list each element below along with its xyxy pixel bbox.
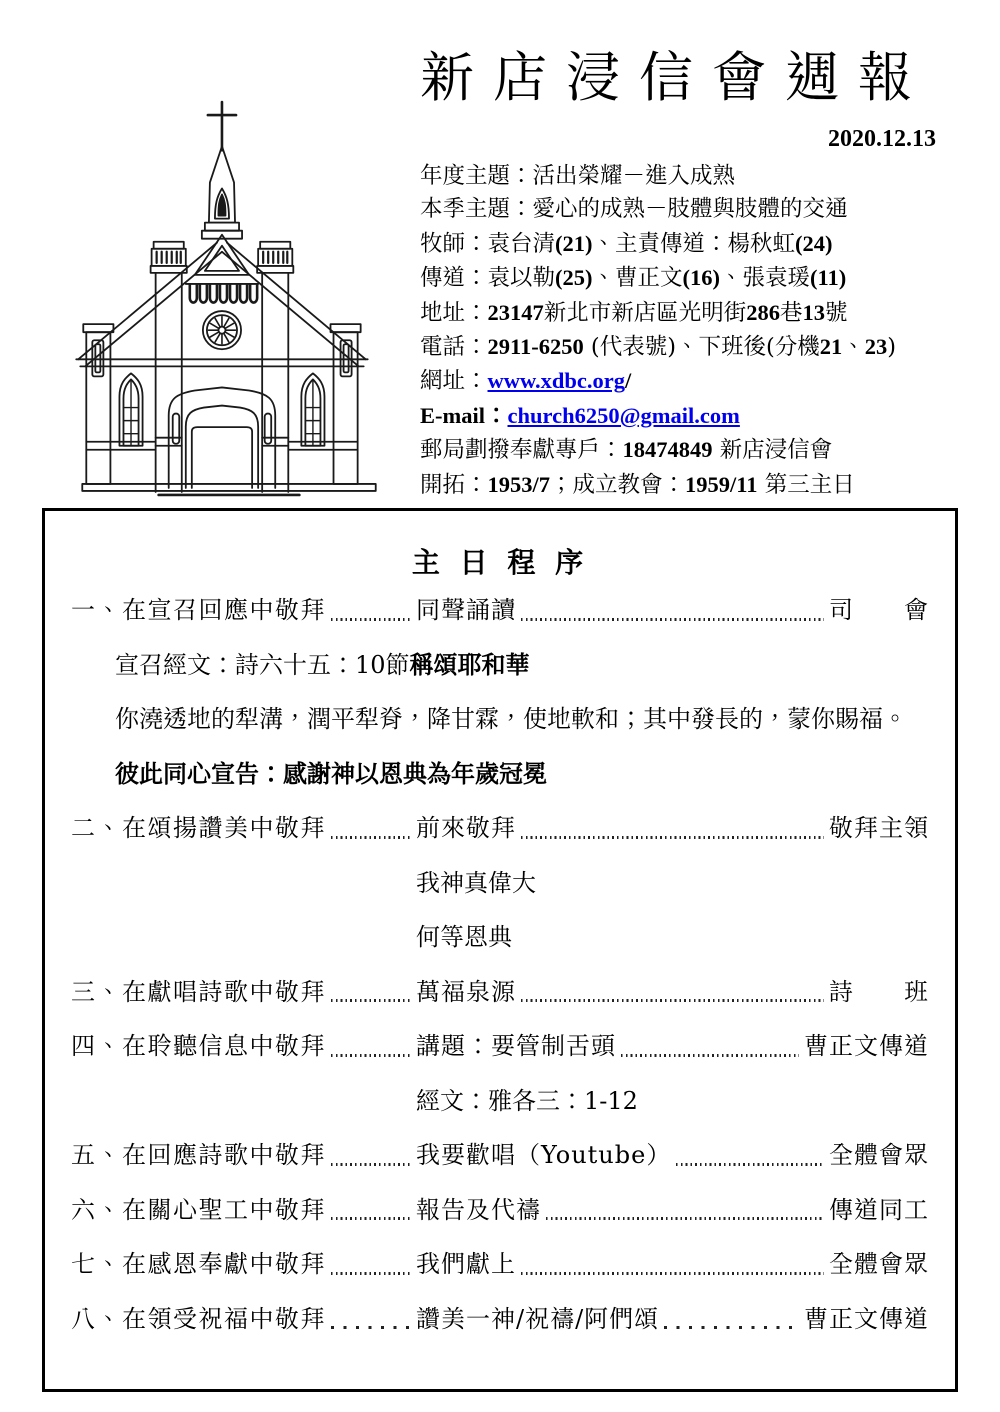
row-left-text: 七、在感恩奉獻中敬拜 <box>71 1250 326 1278</box>
row-middle-text: 萬福泉源 <box>416 977 516 1006</box>
info-line-ministers <box>420 261 942 295</box>
program-row-2 <box>45 801 955 856</box>
program-row-4 <box>45 1019 955 1074</box>
dotted-leader <box>546 1217 824 1220</box>
dotted-leader <box>331 836 411 839</box>
program-row-6 <box>45 1183 955 1238</box>
dotted-leader <box>521 999 824 1002</box>
church-line-art <box>56 94 402 498</box>
text-segment: 號 <box>825 299 848 326</box>
text-segment: 2911-6250 <box>487 334 584 360</box>
dotted-leader <box>664 1326 799 1329</box>
call-scripture-text: 宣召經文：詩六十五：10節 <box>115 650 410 679</box>
row-left-text: 五、在回應詩歌中敬拜 <box>71 1141 326 1169</box>
text-segment: 、主責傳道：楊秋虹 <box>592 230 796 257</box>
row-left-text: 一、在宣召回應中敬拜 <box>71 596 326 624</box>
dotted-leader <box>331 1272 411 1275</box>
row-right-text: 詩 班 <box>829 977 929 1006</box>
info-line-founding <box>420 468 942 502</box>
text-segment: / <box>625 368 632 394</box>
text-segment: 13 <box>802 299 826 325</box>
text-segment: 網址： <box>420 368 488 395</box>
text-segment: 23147 <box>487 299 544 325</box>
row-left-text: 八、在領受祝福中敬拜 <box>71 1304 326 1333</box>
program-title: 主 日 程 序 <box>411 546 589 579</box>
program-row-3 <box>45 965 955 1020</box>
cross-icon <box>208 102 236 150</box>
website-link[interactable]: www.xdbc.org <box>487 368 626 394</box>
info-line-email <box>420 399 942 433</box>
dotted-leader <box>521 618 824 621</box>
text-segment: 牧師：袁台清 <box>420 230 556 257</box>
declaration-text: 彼此同心宣告：感謝神以恩典為年歲冠冕 <box>115 758 547 788</box>
text-segment: ；成立教會： <box>550 471 686 498</box>
text-segment: E-mail： <box>420 402 508 428</box>
row-middle-text: 講題：要管制舌頭 <box>416 1032 616 1060</box>
row-right-text: 曹正文傳道 <box>804 1032 929 1060</box>
church-info-block <box>420 160 942 502</box>
text-segment: (11) <box>810 265 847 291</box>
info-line-phone <box>420 330 942 364</box>
row-right-text: 全體會眾 <box>829 1141 929 1169</box>
dotted-leader <box>331 999 411 1002</box>
row-right-text: 敬拜主領 <box>829 814 929 842</box>
row-right-text: 曹正文傳道 <box>804 1304 929 1333</box>
response-verse-text: 你澆透地的犁溝，潤平犁脊，降甘霖，使地軟和；其中發長的，蒙你賜福。 <box>115 705 907 733</box>
dotted-leader <box>521 836 824 839</box>
program-row-1 <box>45 583 955 638</box>
text-segment: (16) <box>682 265 721 291</box>
page-title: 新店浸信會週報 <box>420 46 931 109</box>
text-segment: 地址： <box>420 299 488 326</box>
text-segment: (25) <box>555 265 593 291</box>
info-line-season-theme <box>420 193 942 226</box>
program-row-7 <box>45 1237 955 1292</box>
email-link[interactable]: church6250@gmail.com <box>507 402 740 428</box>
program-row-5 <box>45 1128 955 1183</box>
info-line-postal-account <box>420 433 942 467</box>
row-middle-text: 前來敬拜 <box>416 814 516 842</box>
dotted-leader <box>331 1054 411 1057</box>
info-line-website <box>420 364 942 398</box>
sermon-scripture-line <box>45 1074 955 1129</box>
row-right-text: 傳道同工 <box>829 1195 929 1224</box>
row-middle-text: 我要歡唱（Youtube） <box>416 1141 672 1169</box>
row-left-text: 二、在頌揚讚美中敬拜 <box>71 814 326 842</box>
text-segment: 電話： <box>420 334 488 361</box>
issue-date: 2020.12.13 <box>828 126 936 152</box>
call-scripture-song: 稱頌耶和華 <box>409 649 530 679</box>
text-segment: 、曹正文 <box>592 265 683 292</box>
dotted-leader <box>331 1326 411 1329</box>
text-segment: (代表號)、下班後(分機 <box>583 334 820 361</box>
response-verse-line <box>45 692 955 747</box>
call-scripture-line <box>45 638 955 693</box>
text-segment: 286 <box>746 299 781 325</box>
text-segment: 巷 <box>780 299 803 326</box>
row-right-text: 司 會 <box>829 596 929 624</box>
text-segment: 、張袁瑗 <box>720 265 811 292</box>
sermon-scripture-text: 經文：雅各三：1-12 <box>416 1086 638 1115</box>
text-segment: 1959/11 <box>685 471 758 497</box>
text-segment: 開拓： <box>420 471 488 498</box>
dotted-leader <box>676 1163 824 1166</box>
info-line-pastor <box>420 227 942 261</box>
dotted-leader <box>331 618 411 621</box>
info-line-address <box>420 296 942 330</box>
row-left-text: 三、在獻唱詩歌中敬拜 <box>71 977 326 1006</box>
dotted-leader <box>521 1272 824 1275</box>
row-left-text: 六、在關心聖工中敬拜 <box>71 1195 326 1224</box>
dotted-leader <box>331 1163 411 1166</box>
hymn-title: 我神真偉大 <box>416 868 536 897</box>
text-segment: 新店浸信會 <box>712 437 833 464</box>
hymn-title: 何等恩典 <box>416 923 512 951</box>
text-segment: 新北市新店區光明街 <box>543 299 747 326</box>
text-segment: 18474849 <box>622 437 713 463</box>
hymn-line-great-god <box>45 856 955 911</box>
dotted-leader <box>331 1217 411 1220</box>
hymn-line-such-grace <box>45 910 955 965</box>
text-segment: 21 <box>819 334 843 360</box>
text-segment: (24) <box>795 230 833 256</box>
declaration-line <box>45 747 955 802</box>
program-row-8 <box>45 1292 955 1347</box>
row-middle-text: 同聲誦讀 <box>416 596 516 624</box>
row-middle-text: 報告及代禱 <box>416 1195 541 1224</box>
row-middle-text: 讚美一神/祝禱/阿們頌 <box>416 1304 660 1333</box>
text-segment: ) <box>887 334 897 361</box>
text-segment: 本季主題：愛心的成熟－肢體與肢體的交通 <box>420 196 848 223</box>
text-segment: (21) <box>555 230 593 256</box>
text-segment: 年度主題：活出榮耀－進入成熟 <box>420 163 736 189</box>
text-segment: 傳道：袁以勒 <box>420 265 556 292</box>
info-line-annual-theme <box>420 160 942 193</box>
text-segment: 23 <box>864 334 888 360</box>
text-segment: 第三主日 <box>757 471 855 498</box>
row-middle-text: 我們獻上 <box>416 1250 516 1278</box>
text-segment: 郵局劃撥奉獻專戶： <box>420 437 623 464</box>
dotted-leader <box>621 1054 799 1057</box>
program-box <box>42 508 958 1392</box>
row-left-text: 四、在聆聽信息中敬拜 <box>71 1032 326 1060</box>
text-segment: 、 <box>842 334 865 361</box>
text-segment: 1953/7 <box>487 471 551 497</box>
bulletin-masthead <box>420 44 942 502</box>
row-right-text: 全體會眾 <box>829 1250 929 1278</box>
